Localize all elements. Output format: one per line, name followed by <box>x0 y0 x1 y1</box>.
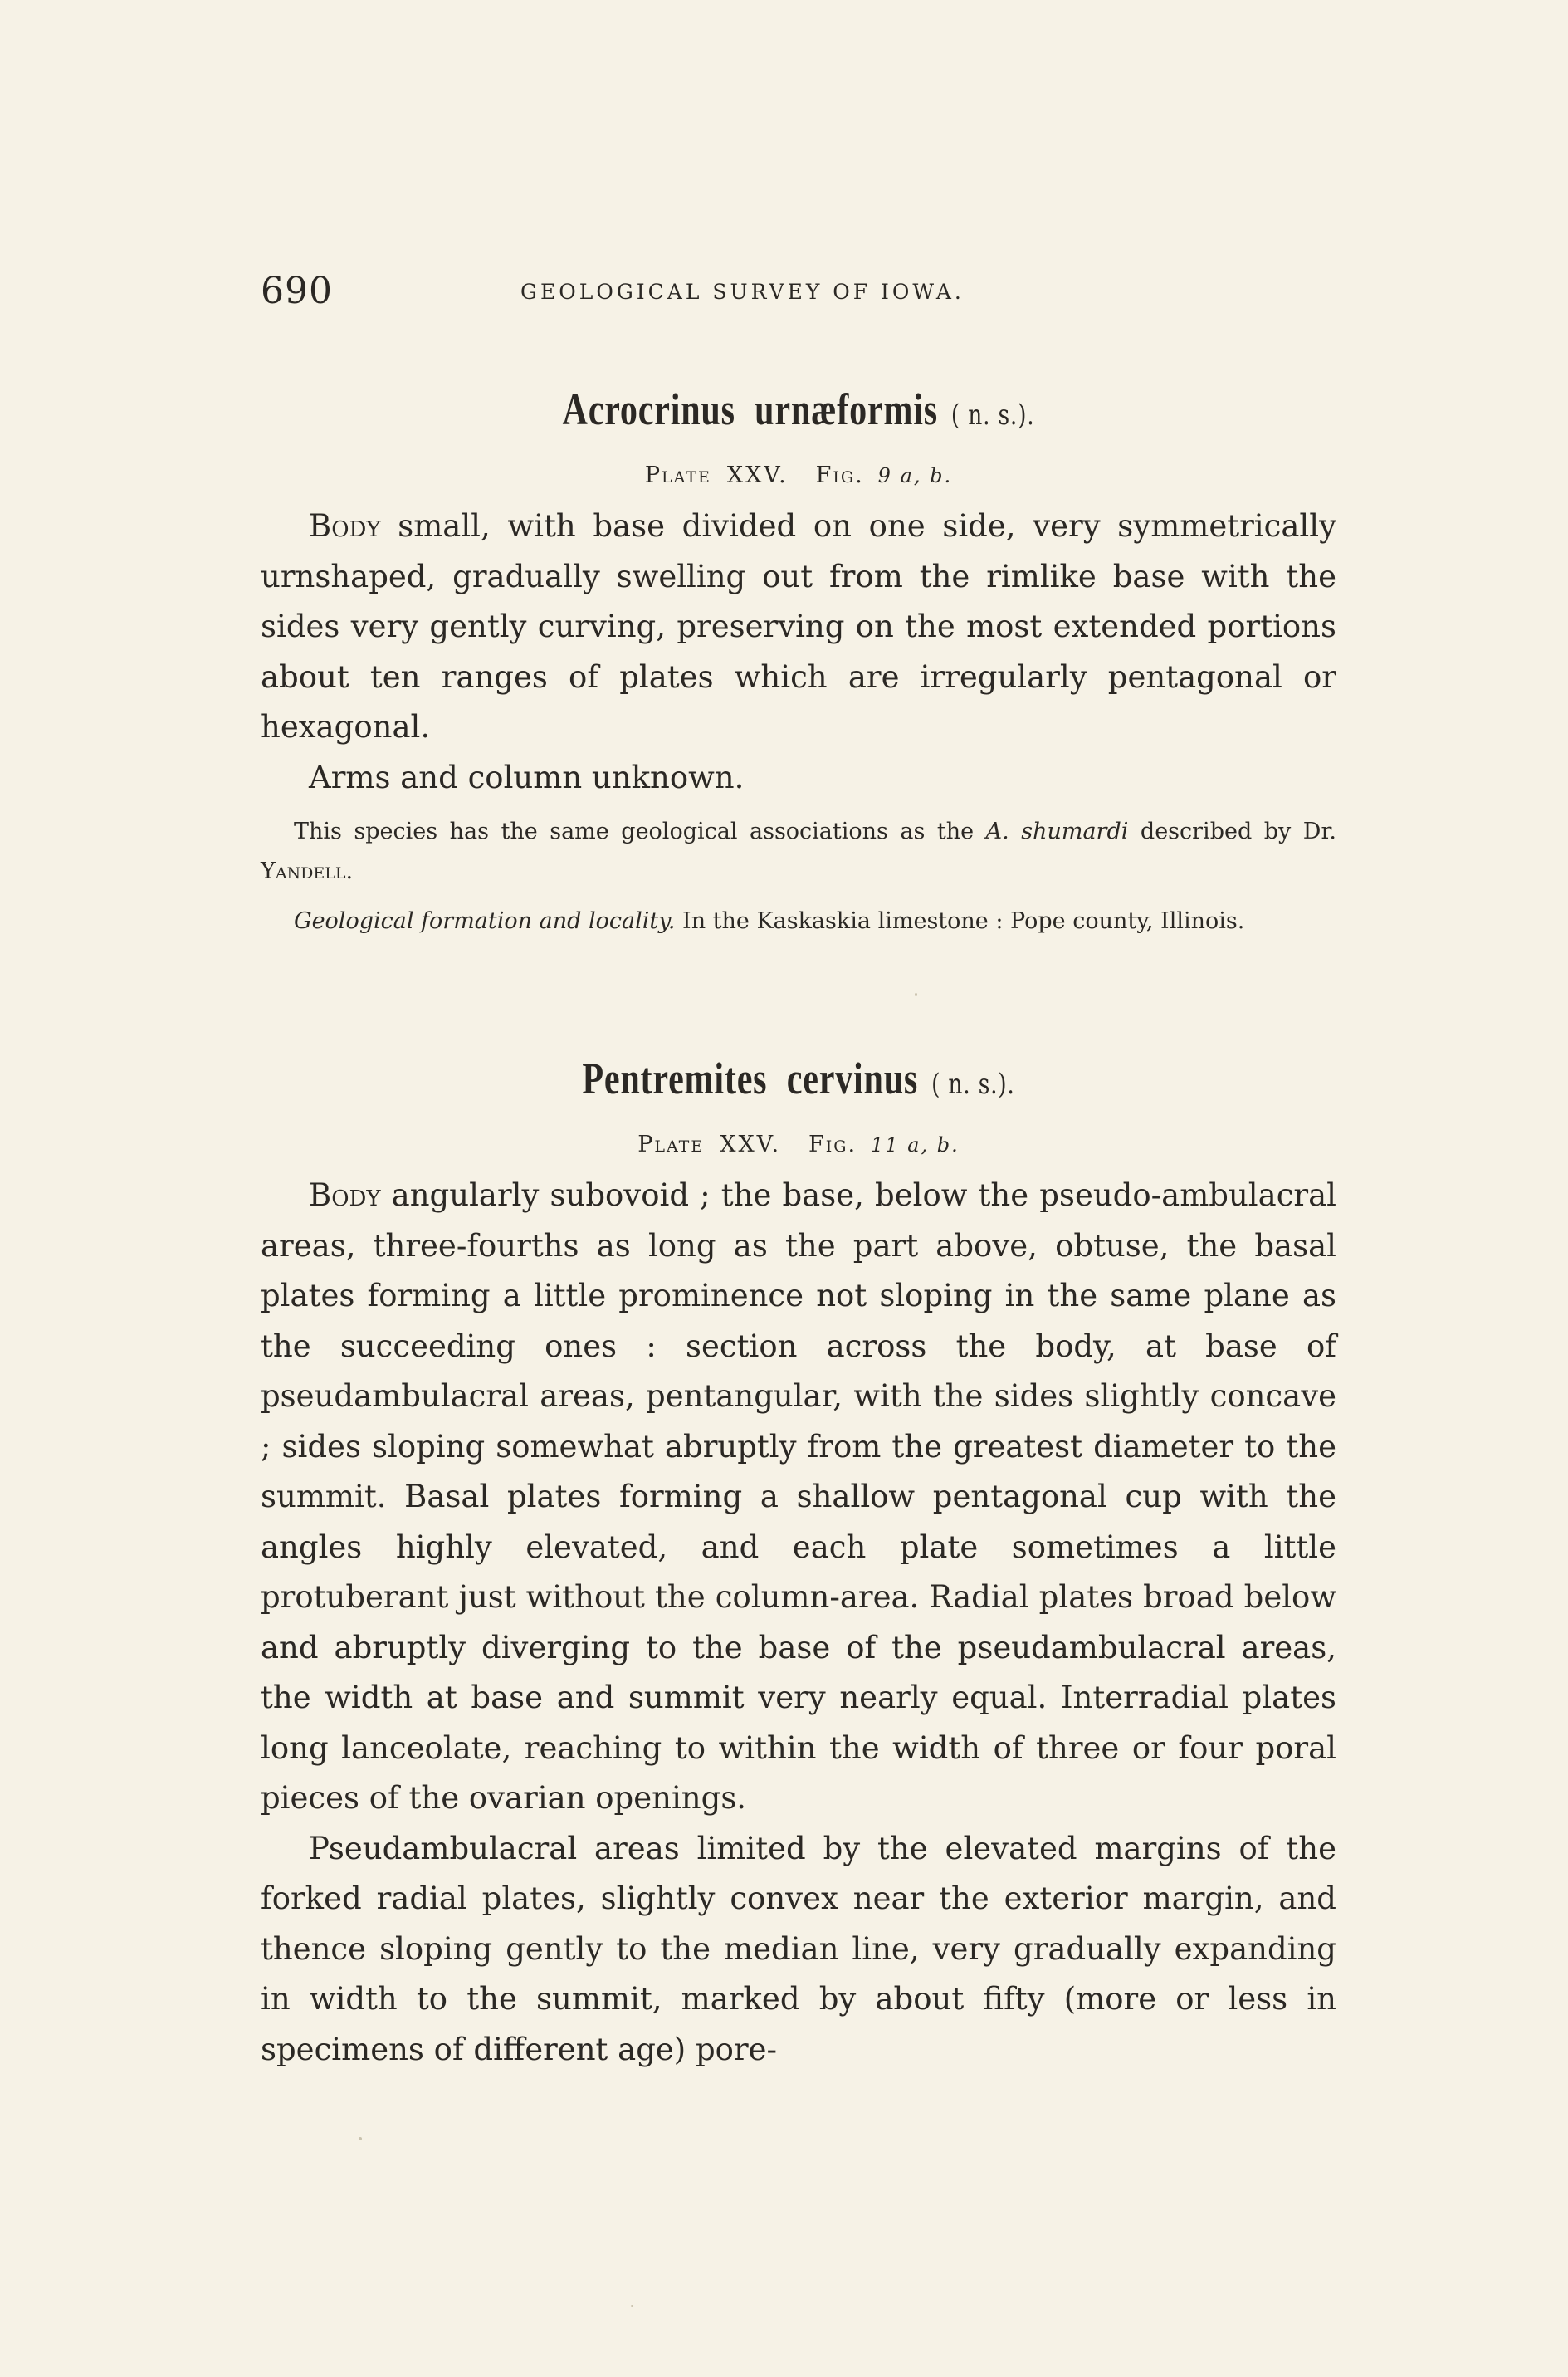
description-text: angularly subovoid ; the base, below the pseudo-ambulacral areas, three-fourths as long as the part above, obtuse, the basal plates forming a little prominence not sloping in the same plane as the succeeding ones : section across the body, at base of pseudambulacral areas, pentangular, with the sides slightly concave ; sides sloping somewhat abruptly from the greatest diameter to the summit. Basal plates forming a shallow pentagonal cup with the angles highly elevated, and each plate sometimes a little protuberant just without the column-area. Radial plates broad below and abruptly diverging to the base of the pseudambulacral areas, the width at base and summit very nearly equal. Interradial plates long lanceolate, reaching to within the width of three or four poral pieces of the ovarian openings. <box>261 1177 1336 1816</box>
plate-reference-acrocrinus <box>261 462 1336 488</box>
plate-label: Plate <box>644 462 711 488</box>
plate-label: Plate <box>637 1132 705 1157</box>
fig-ref: 11 a, b. <box>871 1133 960 1157</box>
running-head: GEOLOGICAL SURVEY OF IOWA. <box>520 280 965 304</box>
page-number: 690 <box>261 270 333 312</box>
description-paragraph <box>261 1171 1336 1824</box>
formation-label: Geological formation and locality. <box>294 908 676 934</box>
formation-text: In the Kaskaskia limestone : Pope county, Illinois. <box>675 908 1245 934</box>
paper-speck <box>359 2137 362 2140</box>
genus-name: Pentremites <box>582 1054 768 1103</box>
plate-number: XXV. <box>726 462 789 488</box>
genus-name: Acrocrinus <box>562 384 735 434</box>
fig-ref: 9 a, b. <box>877 464 953 487</box>
description-lead: Body <box>309 508 381 544</box>
plate-reference-pentremites <box>261 1132 1336 1157</box>
species-title <box>379 384 1219 435</box>
note-paragraph <box>261 812 1336 892</box>
pseudambulacral-paragraph: Pseudambulacral areas limited by the elevated margins of the forked radial plates, slightly convex near the exterior margin, and thence sloping gently to the median line, very gradually expanding in width to the summit, marked by about fifty (more or less in specimens of different age) pore- <box>261 1830 1336 2067</box>
paper-speck <box>631 2305 633 2307</box>
description-text: small, with base divided on one side, very symmetrically urnshaped, gradually swelling out from the rimlike base with the sides very gently curving, preserving on the most extended portions about ten ranges of plates which are irregularly pentagonal or hexagonal. <box>261 508 1336 745</box>
species-title-acrocrinus <box>261 384 1336 435</box>
note-text: This species has the same geological associations as the <box>294 819 986 844</box>
formation-acrocrinus <box>261 902 1336 942</box>
species-epithet: cervinus <box>786 1054 919 1103</box>
species-title-pentremites <box>261 1053 1336 1104</box>
note-acrocrinus <box>261 812 1336 892</box>
fig-label: Fig. <box>815 462 864 488</box>
arms-paragraph: Arms and column unknown. <box>309 759 745 795</box>
species-epithet: urnæformis <box>755 384 938 434</box>
page-header <box>261 270 1340 320</box>
new-species-mark: ( n. s.). <box>931 1068 1015 1101</box>
plate-reference <box>261 1132 1336 1157</box>
description-lead: Body <box>309 1177 381 1213</box>
description-pentremites <box>261 1171 1336 2075</box>
note-species: A. shumardi <box>985 819 1129 844</box>
note-author: Yandell. <box>261 858 354 884</box>
new-species-mark: ( n. s.). <box>950 399 1035 432</box>
plate-reference <box>261 462 1336 488</box>
description-acrocrinus <box>261 501 1336 803</box>
paper-speck <box>915 993 917 996</box>
description-paragraph <box>261 501 1336 753</box>
species-title <box>379 1053 1219 1104</box>
plate-number: XXV. <box>720 1132 782 1157</box>
formation-paragraph <box>261 902 1336 942</box>
note-text-after: described by Dr. <box>1128 819 1336 844</box>
fig-label: Fig. <box>808 1132 857 1157</box>
